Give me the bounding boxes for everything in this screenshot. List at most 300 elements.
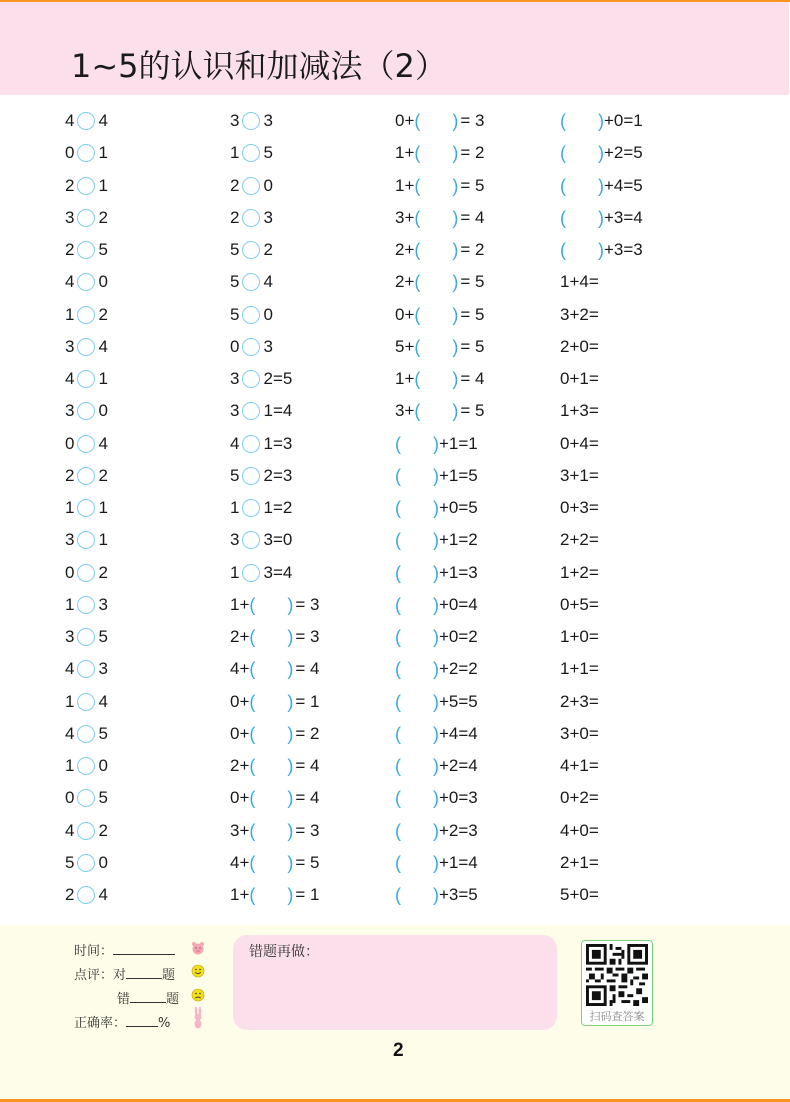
answer-blank-open-paren[interactable]: ( bbox=[395, 627, 401, 647]
equation: 0+4= bbox=[560, 433, 599, 453]
answer-blank-open-paren[interactable]: ( bbox=[395, 756, 401, 776]
answer-blank-open-paren[interactable]: ( bbox=[249, 659, 256, 680]
answer-blank-close-paren[interactable]: ) bbox=[452, 336, 459, 357]
prefix: 0+ bbox=[395, 111, 415, 130]
answer-blank-close-paren[interactable]: ) bbox=[433, 465, 439, 486]
prefix: 1+ bbox=[230, 885, 250, 904]
percent-sign: % bbox=[158, 1016, 171, 1031]
equation: 0+2= bbox=[560, 788, 599, 808]
answer-circle[interactable] bbox=[242, 531, 260, 549]
exercise-missing_first bbox=[560, 174, 643, 198]
answer-blank-close-paren[interactable]: ) bbox=[433, 433, 439, 454]
exercise-plain bbox=[560, 496, 631, 520]
operand-a: 4 bbox=[230, 433, 240, 453]
exercise-plain bbox=[560, 367, 631, 391]
suffix: = 5 bbox=[460, 272, 485, 292]
answer-blank-close-paren[interactable]: ) bbox=[452, 272, 459, 293]
equation: 0+3= bbox=[560, 498, 599, 517]
answer-circle[interactable] bbox=[77, 112, 95, 130]
operand-a: 0 bbox=[65, 433, 75, 453]
wrong-count-blank[interactable] bbox=[130, 990, 166, 1003]
operand-a: 3 bbox=[65, 207, 75, 227]
answer-circle[interactable] bbox=[77, 531, 95, 549]
answer-blank-open-paren[interactable]: ( bbox=[414, 369, 421, 389]
operand-b: 5 bbox=[98, 627, 108, 646]
exercise-plain bbox=[560, 303, 631, 327]
answer-circle[interactable] bbox=[77, 725, 95, 743]
answer-blank-open-paren[interactable]: ( bbox=[249, 820, 256, 841]
answer-blank-close-paren[interactable]: ) bbox=[433, 627, 439, 647]
answer-blank-open-paren[interactable]: ( bbox=[395, 530, 401, 551]
answer-blank-close-paren[interactable]: ) bbox=[287, 627, 294, 647]
exercise-compare bbox=[65, 109, 108, 133]
correct-label: 对 bbox=[113, 968, 127, 983]
result: =3 bbox=[272, 465, 293, 485]
operand-a: 2 bbox=[65, 175, 75, 195]
answer-blank-open-paren[interactable]: ( bbox=[395, 659, 401, 680]
answer-blank-open-paren[interactable]: ( bbox=[395, 885, 401, 905]
prefix: 2+ bbox=[395, 272, 415, 292]
answer-blank-open-paren[interactable]: ( bbox=[560, 111, 566, 131]
exercise-missing_second bbox=[395, 399, 485, 423]
answer-circle[interactable] bbox=[242, 435, 260, 453]
exercise-plain bbox=[560, 722, 631, 746]
exercise-plain bbox=[560, 883, 631, 907]
answer-blank-open-paren[interactable]: ( bbox=[414, 111, 421, 131]
suffix: = 1 bbox=[295, 885, 320, 904]
answer-blank-open-paren[interactable]: ( bbox=[395, 691, 401, 712]
operand-b: 2 bbox=[98, 465, 108, 485]
equation: 2+3= bbox=[560, 691, 599, 711]
answer-circle[interactable] bbox=[77, 499, 95, 517]
suffix: +4=5 bbox=[604, 175, 643, 195]
exercise-operator bbox=[230, 367, 292, 391]
operand-b: 3 bbox=[263, 336, 273, 356]
answer-circle[interactable] bbox=[77, 435, 95, 453]
suffix: +0=1 bbox=[604, 111, 643, 130]
exercise-missing_first bbox=[560, 206, 643, 230]
prefix: 1+ bbox=[395, 175, 415, 195]
operand-b: 4 bbox=[98, 336, 108, 356]
answer-blank-close-paren[interactable]: ) bbox=[433, 885, 439, 905]
operand-b: 1 bbox=[263, 401, 273, 421]
answer-blank-open-paren[interactable]: ( bbox=[414, 401, 421, 422]
answer-circle[interactable] bbox=[77, 370, 95, 388]
answer-blank-open-paren[interactable]: ( bbox=[395, 498, 401, 518]
answer-blank-close-paren[interactable]: ) bbox=[598, 175, 604, 196]
answer-circle[interactable] bbox=[242, 402, 260, 420]
answer-blank-open-paren[interactable]: ( bbox=[560, 175, 566, 196]
answer-circle[interactable] bbox=[77, 693, 95, 711]
exercise-compare bbox=[65, 754, 108, 778]
answer-circle[interactable] bbox=[242, 499, 260, 517]
answer-blank-open-paren[interactable]: ( bbox=[395, 820, 401, 841]
answer-circle[interactable] bbox=[77, 596, 95, 614]
answer-circle[interactable] bbox=[77, 338, 95, 356]
review-label: 点评： bbox=[74, 968, 114, 983]
suffix: +1=4 bbox=[439, 852, 478, 872]
answer-circle[interactable] bbox=[242, 112, 260, 130]
suffix: +0=5 bbox=[439, 498, 478, 517]
exercise-compare bbox=[65, 561, 108, 585]
operand-a: 2 bbox=[230, 207, 240, 227]
equation: 1+0= bbox=[560, 627, 599, 646]
exercise-missing_first bbox=[395, 657, 478, 681]
answer-blank-open-paren[interactable]: ( bbox=[249, 691, 256, 712]
exercise-missing_second bbox=[230, 625, 320, 649]
exercise-missing_second bbox=[230, 819, 320, 843]
answer-circle[interactable] bbox=[242, 370, 260, 388]
operand-b: 4 bbox=[98, 885, 108, 904]
exercise-plain bbox=[560, 625, 631, 649]
answer-blank-close-paren[interactable]: ) bbox=[433, 788, 439, 809]
suffix: +2=3 bbox=[439, 820, 478, 840]
operand-b: 4 bbox=[263, 272, 273, 292]
answer-blank-open-paren[interactable]: ( bbox=[395, 433, 401, 454]
suffix: = 3 bbox=[295, 594, 320, 614]
equation: 3+0= bbox=[560, 723, 599, 743]
operand-a: 1 bbox=[230, 562, 240, 582]
exercise-missing_second bbox=[395, 303, 485, 327]
answer-blank-close-paren[interactable]: ) bbox=[287, 594, 294, 615]
redo-mistakes-box[interactable] bbox=[233, 935, 557, 1030]
exercise-compare bbox=[230, 109, 273, 133]
result: =5 bbox=[272, 369, 293, 388]
answer-blank-open-paren[interactable]: ( bbox=[395, 852, 401, 873]
exercise-operator bbox=[230, 399, 292, 423]
answer-blank-close-paren[interactable]: ) bbox=[452, 207, 459, 228]
operand-a: 1 bbox=[230, 143, 240, 163]
operand-a: 4 bbox=[65, 369, 75, 388]
operand-a: 3 bbox=[230, 111, 240, 130]
answer-circle[interactable] bbox=[77, 628, 95, 646]
suffix: = 1 bbox=[295, 691, 320, 711]
operand-a: 1 bbox=[65, 594, 75, 614]
answer-circle[interactable] bbox=[242, 306, 260, 324]
operand-b: 3 bbox=[263, 530, 273, 550]
review-wrong-row bbox=[117, 988, 179, 1007]
answer-blank-open-paren[interactable]: ( bbox=[414, 207, 421, 228]
prefix: 2+ bbox=[230, 756, 250, 775]
operand-a: 3 bbox=[230, 530, 240, 550]
answer-blank-close-paren[interactable]: ) bbox=[598, 240, 604, 260]
suffix: = 4 bbox=[295, 659, 320, 679]
operand-b: 0 bbox=[98, 756, 108, 775]
prefix: 5+ bbox=[395, 336, 415, 356]
operand-a: 5 bbox=[230, 240, 240, 259]
exercise-compare bbox=[65, 496, 108, 520]
exercise-compare bbox=[65, 238, 108, 262]
answer-blank-close-paren[interactable]: ) bbox=[287, 820, 294, 841]
answer-circle[interactable] bbox=[242, 209, 260, 227]
exercise-missing_second bbox=[395, 109, 485, 133]
answer-blank-open-paren[interactable]: ( bbox=[249, 627, 256, 647]
answer-blank-open-paren[interactable]: ( bbox=[395, 465, 401, 486]
answer-blank-close-paren[interactable]: ) bbox=[452, 143, 459, 164]
answer-qr-code[interactable] bbox=[581, 940, 653, 1026]
prefix: 0+ bbox=[230, 691, 250, 711]
answer-blank-open-paren[interactable]: ( bbox=[560, 240, 566, 260]
exercise-missing_first bbox=[560, 109, 643, 133]
equation: 4+0= bbox=[560, 820, 599, 840]
exercise-missing_second bbox=[230, 690, 320, 714]
answer-blank-close-paren[interactable]: ) bbox=[452, 240, 459, 260]
operand-b: 4 bbox=[98, 433, 108, 453]
exercise-compare bbox=[65, 367, 108, 391]
answer-blank-close-paren[interactable]: ) bbox=[598, 143, 604, 164]
exercise-compare bbox=[65, 206, 108, 230]
answer-blank-open-paren[interactable]: ( bbox=[249, 756, 256, 776]
answer-blank-open-paren[interactable]: ( bbox=[414, 304, 421, 325]
operand-b: 1 bbox=[98, 175, 108, 195]
answer-blank-close-paren[interactable]: ) bbox=[452, 401, 459, 422]
answer-blank-close-paren[interactable]: ) bbox=[598, 111, 604, 131]
result: =2 bbox=[272, 498, 293, 517]
operand-b: 1 bbox=[98, 498, 108, 517]
answer-blank-close-paren[interactable]: ) bbox=[287, 852, 294, 873]
answer-blank-open-paren[interactable]: ( bbox=[414, 175, 421, 196]
exercise-operator bbox=[230, 496, 292, 520]
exercise-compare bbox=[65, 593, 108, 617]
answer-blank-open-paren[interactable]: ( bbox=[414, 336, 421, 357]
prefix: 3+ bbox=[395, 207, 415, 227]
answer-circle[interactable] bbox=[242, 241, 260, 259]
operand-a: 0 bbox=[65, 788, 75, 808]
question-unit: 题 bbox=[166, 992, 180, 1007]
result: =3 bbox=[272, 433, 293, 453]
answer-blank-open-paren[interactable]: ( bbox=[249, 594, 256, 615]
answer-circle[interactable] bbox=[77, 886, 95, 904]
prefix: 0+ bbox=[395, 304, 415, 324]
exercise-missing_first bbox=[560, 141, 643, 165]
operand-a: 2 bbox=[65, 885, 75, 904]
exercise-compare bbox=[230, 174, 273, 198]
answer-circle[interactable] bbox=[77, 402, 95, 420]
prefix: 4+ bbox=[230, 852, 250, 872]
operand-a: 3 bbox=[65, 336, 75, 356]
answer-blank-close-paren[interactable]: ) bbox=[598, 207, 604, 228]
operand-a: 1 bbox=[65, 304, 75, 324]
exercise-missing_second bbox=[230, 593, 320, 617]
suffix: +5=5 bbox=[439, 691, 478, 711]
correct-count-blank[interactable] bbox=[126, 966, 162, 979]
answer-circle[interactable] bbox=[77, 660, 95, 678]
frowny-face-icon bbox=[191, 988, 205, 1002]
exercise-missing_second bbox=[395, 270, 485, 294]
operand-b: 4 bbox=[98, 691, 108, 711]
exercise-plain bbox=[560, 270, 631, 294]
clock-pig-icon bbox=[191, 941, 205, 955]
exercise-compare bbox=[65, 657, 108, 681]
exercise-plain bbox=[560, 561, 631, 585]
exercise-compare bbox=[65, 270, 108, 294]
equation: 4+1= bbox=[560, 756, 599, 775]
operand-b: 2 bbox=[98, 820, 108, 840]
answer-blank-close-paren[interactable]: ) bbox=[433, 594, 439, 615]
operand-b: 1 bbox=[98, 143, 108, 163]
answer-blank-close-paren[interactable]: ) bbox=[433, 852, 439, 873]
answer-blank-open-paren[interactable]: ( bbox=[414, 143, 421, 164]
equation: 1+4= bbox=[560, 272, 599, 292]
answer-circle[interactable] bbox=[77, 241, 95, 259]
exercise-compare bbox=[230, 303, 273, 327]
exercise-missing_first bbox=[395, 786, 478, 810]
operand-b: 0 bbox=[98, 852, 108, 872]
answer-circle[interactable] bbox=[77, 306, 95, 324]
equation: 1+3= bbox=[560, 401, 599, 421]
answer-circle[interactable] bbox=[77, 757, 95, 775]
time-blank[interactable] bbox=[113, 942, 175, 955]
suffix: = 4 bbox=[460, 369, 485, 388]
page-title: 1~5的认识和加减法（2） bbox=[71, 47, 447, 85]
operand-b: 2 bbox=[263, 369, 273, 388]
operand-b: 0 bbox=[263, 304, 273, 324]
operand-b: 3 bbox=[263, 207, 273, 227]
answer-blank-close-paren[interactable]: ) bbox=[433, 723, 439, 744]
operand-a: 1 bbox=[65, 756, 75, 775]
answer-blank-close-paren[interactable]: ) bbox=[452, 175, 459, 196]
answer-blank-open-paren[interactable]: ( bbox=[249, 852, 256, 873]
equation: 3+2= bbox=[560, 304, 599, 324]
suffix: = 2 bbox=[460, 143, 485, 163]
operand-a: 5 bbox=[230, 304, 240, 324]
equation: 0+1= bbox=[560, 369, 599, 388]
operand-b: 2 bbox=[98, 207, 108, 227]
operand-a: 3 bbox=[230, 369, 240, 388]
operand-b: 0 bbox=[98, 401, 108, 421]
exercise-compare bbox=[230, 141, 273, 165]
operand-b: 2 bbox=[98, 562, 108, 582]
exercise-missing_second bbox=[230, 883, 320, 907]
exercise-missing_second bbox=[395, 367, 485, 391]
exercise-compare bbox=[65, 335, 108, 359]
operand-b: 5 bbox=[98, 723, 108, 743]
answer-blank-close-paren[interactable]: ) bbox=[433, 691, 439, 712]
answer-blank-close-paren[interactable]: ) bbox=[287, 723, 294, 744]
exercise-compare bbox=[65, 528, 108, 552]
answer-circle[interactable] bbox=[77, 564, 95, 582]
exercise-operator bbox=[230, 561, 292, 585]
operand-a: 1 bbox=[65, 691, 75, 711]
exercise-compare bbox=[65, 786, 108, 810]
equation: 5+0= bbox=[560, 885, 599, 904]
operand-a: 4 bbox=[65, 111, 75, 130]
answer-circle[interactable] bbox=[77, 467, 95, 485]
answer-blank-close-paren[interactable]: ) bbox=[452, 111, 459, 131]
equation: 1+2= bbox=[560, 562, 599, 582]
answer-circle[interactable] bbox=[77, 789, 95, 807]
answer-circle[interactable] bbox=[242, 273, 260, 291]
exercise-plain bbox=[560, 690, 631, 714]
answer-circle[interactable] bbox=[242, 564, 260, 582]
operand-a: 1 bbox=[65, 498, 75, 517]
answer-blank-close-paren[interactable]: ) bbox=[287, 756, 294, 776]
review-correct-row bbox=[74, 964, 175, 983]
prefix: 4+ bbox=[230, 659, 250, 679]
operand-b: 1 bbox=[263, 433, 273, 453]
exercise-missing_first bbox=[395, 432, 478, 456]
equation: 0+5= bbox=[560, 594, 599, 614]
exercise-compare bbox=[65, 722, 108, 746]
suffix: +1=5 bbox=[439, 465, 478, 485]
exercise-plain bbox=[560, 851, 631, 875]
suffix: = 5 bbox=[460, 175, 485, 195]
operand-b: 1 bbox=[263, 498, 273, 517]
prefix: 3+ bbox=[230, 820, 250, 840]
answer-blank-open-paren[interactable]: ( bbox=[414, 272, 421, 293]
accuracy-blank[interactable] bbox=[126, 1014, 158, 1027]
exercise-missing_first bbox=[560, 238, 643, 262]
answer-blank-close-paren[interactable]: ) bbox=[433, 756, 439, 776]
operand-a: 5 bbox=[230, 272, 240, 292]
suffix: +3=4 bbox=[604, 207, 643, 227]
answer-blank-open-paren[interactable]: ( bbox=[395, 788, 401, 809]
answer-blank-close-paren[interactable]: ) bbox=[287, 788, 294, 809]
answer-circle[interactable] bbox=[77, 144, 95, 162]
answer-circle[interactable] bbox=[77, 273, 95, 291]
answer-blank-close-paren[interactable]: ) bbox=[287, 659, 294, 680]
suffix: = 2 bbox=[460, 240, 485, 259]
answer-circle[interactable] bbox=[77, 209, 95, 227]
exercise-compare bbox=[65, 303, 108, 327]
operand-b: 3 bbox=[98, 594, 108, 614]
answer-circle[interactable] bbox=[77, 177, 95, 195]
answer-circle[interactable] bbox=[242, 338, 260, 356]
exercise-missing_second bbox=[395, 335, 485, 359]
answer-blank-open-paren[interactable]: ( bbox=[560, 143, 566, 164]
result: =0 bbox=[272, 530, 293, 550]
answer-blank-close-paren[interactable]: ) bbox=[287, 885, 294, 905]
answer-circle[interactable] bbox=[77, 854, 95, 872]
answer-blank-close-paren[interactable]: ) bbox=[287, 691, 294, 712]
answer-circle[interactable] bbox=[242, 467, 260, 485]
answer-blank-close-paren[interactable]: ) bbox=[433, 498, 439, 518]
exercise-missing_first bbox=[395, 819, 478, 843]
answer-blank-open-paren[interactable]: ( bbox=[395, 723, 401, 744]
answer-blank-close-paren[interactable]: ) bbox=[433, 530, 439, 551]
result: =4 bbox=[272, 562, 293, 582]
exercise-missing_second bbox=[395, 174, 485, 198]
suffix: +4=4 bbox=[439, 723, 478, 743]
answer-blank-close-paren[interactable]: ) bbox=[452, 304, 459, 325]
time-row bbox=[74, 940, 175, 959]
exercise-plain bbox=[560, 399, 631, 423]
prefix: 1+ bbox=[395, 143, 415, 163]
answer-circle[interactable] bbox=[242, 177, 260, 195]
exercise-missing_first bbox=[395, 528, 478, 552]
answer-blank-open-paren[interactable]: ( bbox=[395, 562, 401, 583]
exercise-missing_first bbox=[395, 690, 478, 714]
answer-blank-open-paren[interactable]: ( bbox=[249, 885, 256, 905]
answer-blank-open-paren[interactable]: ( bbox=[395, 594, 401, 615]
operand-b: 1 bbox=[98, 369, 108, 388]
answer-circle[interactable] bbox=[77, 822, 95, 840]
exercise-missing_first bbox=[395, 625, 478, 649]
answer-blank-close-paren[interactable]: ) bbox=[452, 369, 459, 389]
answer-blank-open-paren[interactable]: ( bbox=[560, 207, 566, 228]
exercise-compare bbox=[65, 141, 108, 165]
exercise-missing_second bbox=[230, 851, 320, 875]
answer-blank-close-paren[interactable]: ) bbox=[433, 562, 439, 583]
answer-circle[interactable] bbox=[242, 144, 260, 162]
answer-blank-open-paren[interactable]: ( bbox=[249, 723, 256, 744]
operand-b: 5 bbox=[98, 788, 108, 808]
answer-blank-open-paren[interactable]: ( bbox=[414, 240, 421, 260]
answer-blank-close-paren[interactable]: ) bbox=[433, 659, 439, 680]
operand-a: 3 bbox=[230, 401, 240, 421]
answer-blank-open-paren[interactable]: ( bbox=[249, 788, 256, 809]
answer-blank-close-paren[interactable]: ) bbox=[433, 820, 439, 841]
